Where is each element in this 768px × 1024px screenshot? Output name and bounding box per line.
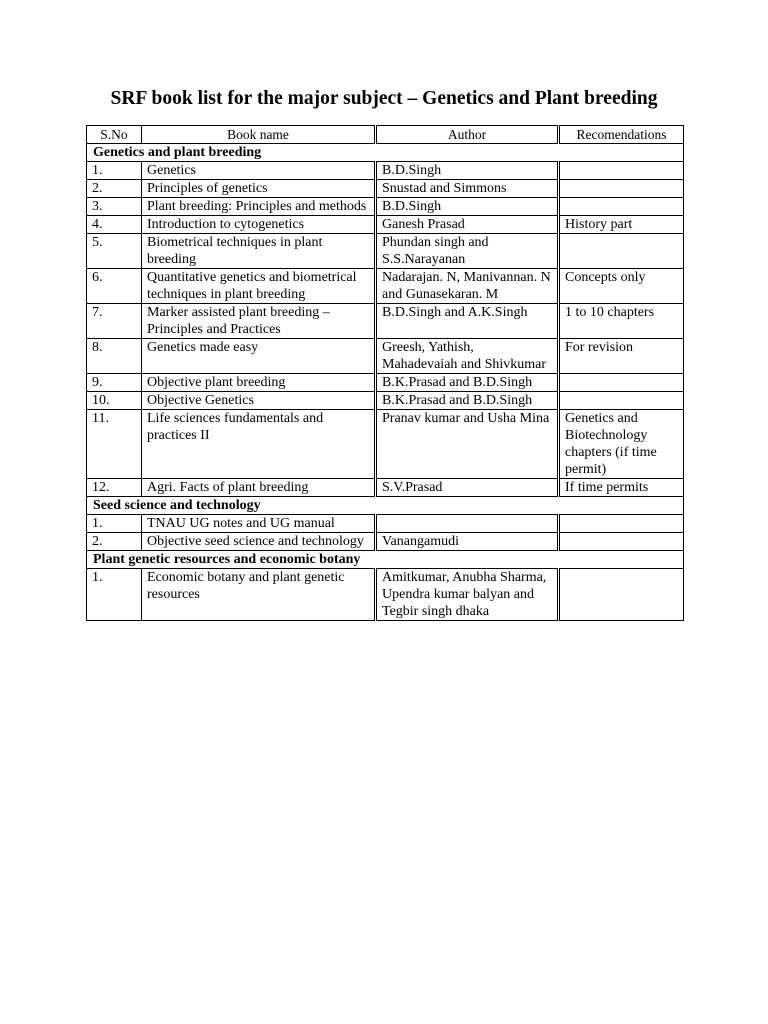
cell-rec: If time permits	[559, 479, 684, 497]
cell-sno: 4.	[87, 216, 142, 234]
cell-author	[376, 515, 559, 533]
cell-book: Economic botany and plant genetic resources	[142, 569, 376, 621]
cell-sno: 10.	[87, 392, 142, 410]
header-author: Author	[376, 126, 559, 144]
cell-sno: 5.	[87, 234, 142, 269]
cell-book: Genetics	[142, 162, 376, 180]
cell-author: Greesh, Yathish, Mahadevaiah and Shivkumar	[376, 339, 559, 374]
section-row	[87, 551, 684, 569]
cell-rec	[559, 533, 684, 551]
table-row	[87, 392, 684, 410]
cell-sno: 1.	[87, 162, 142, 180]
cell-author: Amitkumar, Anubha Sharma, Upendra kumar balyan and Tegbir singh dhaka	[376, 569, 559, 621]
cell-book: Objective Genetics	[142, 392, 376, 410]
cell-sno: 1.	[87, 515, 142, 533]
cell-book: Agri. Facts of plant breeding	[142, 479, 376, 497]
section-row	[87, 497, 684, 515]
cell-rec: Genetics and Biotechnology chapters (if time permit)	[559, 410, 684, 479]
cell-author: B.K.Prasad and B.D.Singh	[376, 392, 559, 410]
cell-sno: 9.	[87, 374, 142, 392]
table-row	[87, 569, 684, 621]
cell-author: Pranav kumar and Usha Mina	[376, 410, 559, 479]
cell-sno: 2.	[87, 180, 142, 198]
cell-book: Life sciences fundamentals and practices II	[142, 410, 376, 479]
cell-author: Vanangamudi	[376, 533, 559, 551]
cell-author: Nadarajan. N, Manivannan. N and Gunasekaran. M	[376, 269, 559, 304]
cell-book: Quantitative genetics and biometrical techniques in plant breeding	[142, 269, 376, 304]
table-row	[87, 533, 684, 551]
cell-book: TNAU UG notes and UG manual	[142, 515, 376, 533]
section-heading: Plant genetic resources and economic botany	[87, 551, 684, 569]
cell-rec	[559, 198, 684, 216]
cell-author: Ganesh Prasad	[376, 216, 559, 234]
table-row	[87, 198, 684, 216]
cell-rec	[559, 392, 684, 410]
page-title: SRF book list for the major subject – Genetics and Plant breeding	[110, 88, 658, 109]
section-row	[87, 144, 684, 162]
table-row	[87, 515, 684, 533]
cell-author: B.D.Singh and A.K.Singh	[376, 304, 559, 339]
cell-author: Snustad and Simmons	[376, 180, 559, 198]
header-sno: S.No	[87, 126, 142, 144]
table-row	[87, 162, 684, 180]
cell-sno: 2.	[87, 533, 142, 551]
cell-rec	[559, 569, 684, 621]
table-row	[87, 339, 684, 374]
cell-author: B.D.Singh	[376, 198, 559, 216]
cell-sno: 11.	[87, 410, 142, 479]
table-row	[87, 216, 684, 234]
table-row	[87, 479, 684, 497]
cell-sno: 7.	[87, 304, 142, 339]
cell-sno: 3.	[87, 198, 142, 216]
cell-book: Introduction to cytogenetics	[142, 216, 376, 234]
table-header-row	[87, 126, 684, 144]
book-list-table	[86, 125, 684, 621]
cell-book: Genetics made easy	[142, 339, 376, 374]
header-recommendations: Recomendations	[559, 126, 684, 144]
table-row	[87, 234, 684, 269]
cell-book: Plant breeding: Principles and methods	[142, 198, 376, 216]
cell-rec	[559, 162, 684, 180]
section-heading: Genetics and plant breeding	[87, 144, 684, 162]
cell-book: Objective plant breeding	[142, 374, 376, 392]
cell-rec	[559, 515, 684, 533]
cell-sno: 1.	[87, 569, 142, 621]
cell-book: Principles of genetics	[142, 180, 376, 198]
cell-author: Phundan singh and S.S.Narayanan	[376, 234, 559, 269]
cell-rec: 1 to 10 chapters	[559, 304, 684, 339]
cell-book: Biometrical techniques in plant breeding	[142, 234, 376, 269]
table-row	[87, 180, 684, 198]
cell-sno: 8.	[87, 339, 142, 374]
cell-book: Marker assisted plant breeding – Principles and Practices	[142, 304, 376, 339]
cell-sno: 12.	[87, 479, 142, 497]
section-heading: Seed science and technology	[87, 497, 684, 515]
table-row	[87, 374, 684, 392]
cell-rec: History part	[559, 216, 684, 234]
cell-rec: Concepts only	[559, 269, 684, 304]
cell-author: S.V.Prasad	[376, 479, 559, 497]
table-row	[87, 304, 684, 339]
cell-author: B.K.Prasad and B.D.Singh	[376, 374, 559, 392]
cell-rec	[559, 374, 684, 392]
table-row	[87, 410, 684, 479]
header-book-name: Book name	[142, 126, 376, 144]
cell-rec: For revision	[559, 339, 684, 374]
cell-book: Objective seed science and technology	[142, 533, 376, 551]
cell-author: B.D.Singh	[376, 162, 559, 180]
table-row	[87, 269, 684, 304]
cell-rec	[559, 234, 684, 269]
cell-rec	[559, 180, 684, 198]
cell-sno: 6.	[87, 269, 142, 304]
